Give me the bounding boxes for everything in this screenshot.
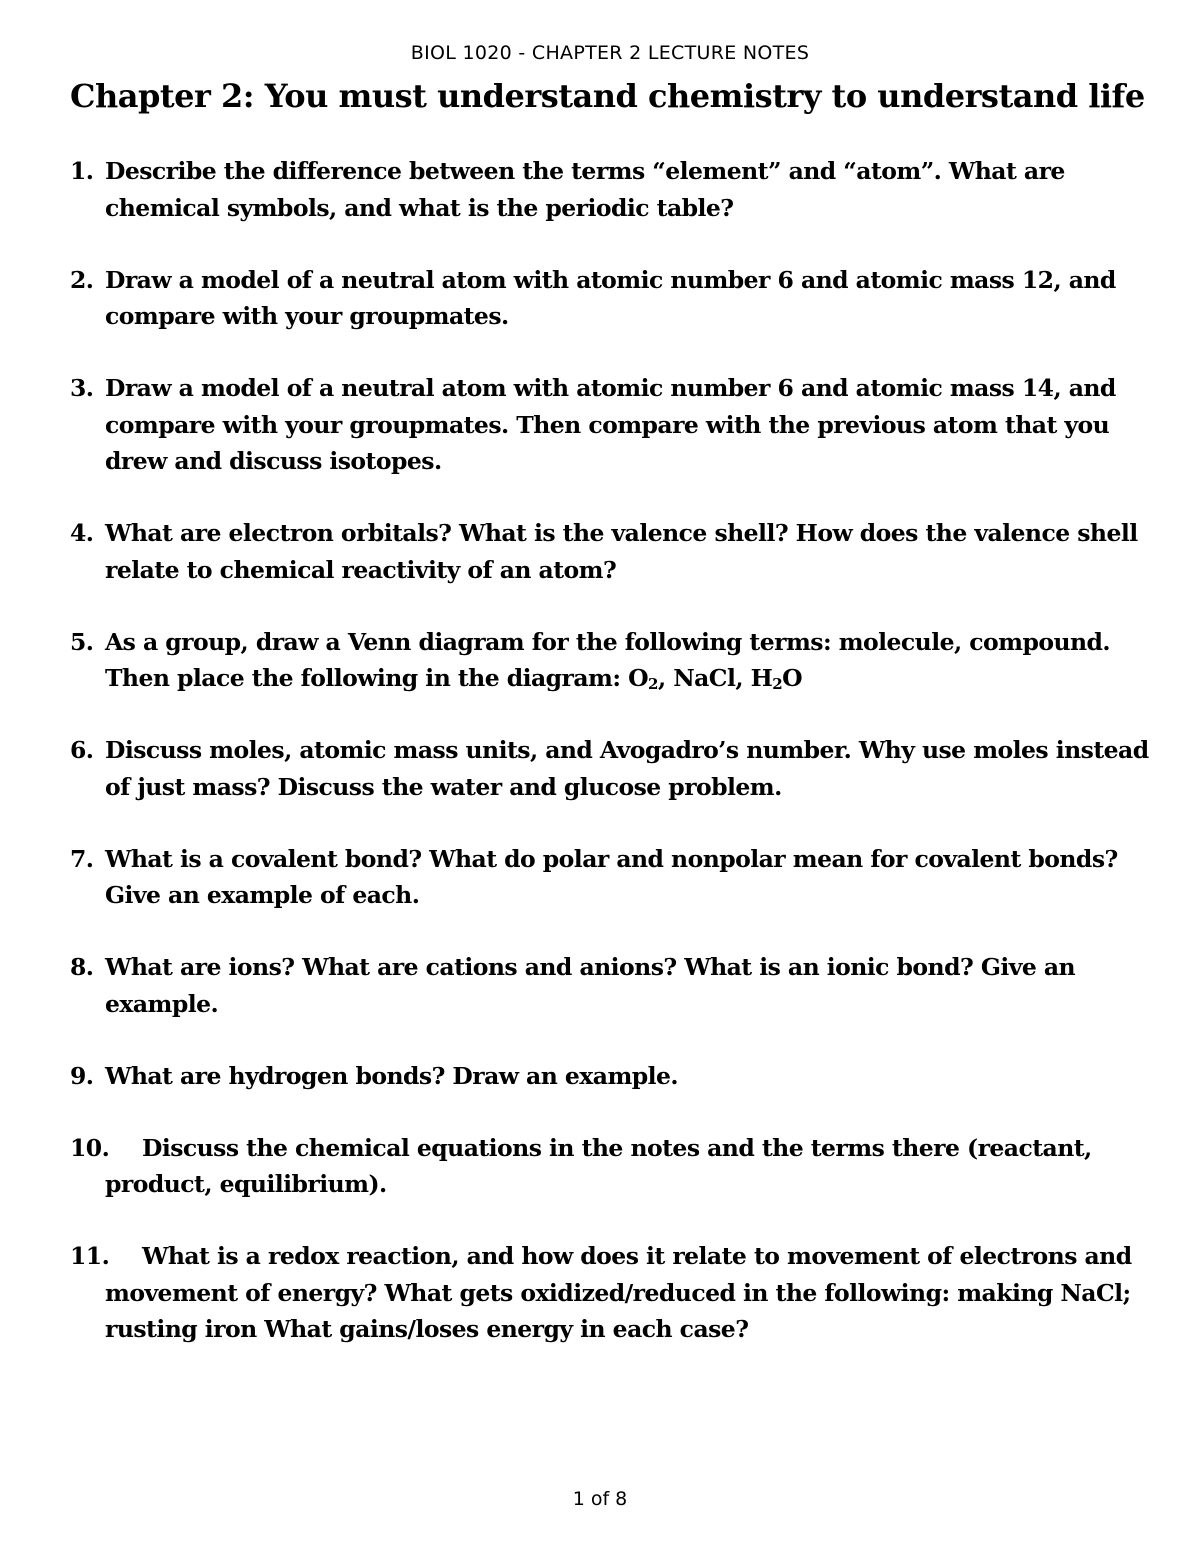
question-text: What are ions? What are cations and anions? What is an ionic bond? Give an example. xyxy=(105,953,1076,1018)
question-item xyxy=(70,732,1160,805)
page-title: Chapter 2: You must understand chemistry to understand life xyxy=(70,77,1145,115)
question-text-part: O xyxy=(782,664,803,692)
question-text: What are hydrogen bonds? Draw an example. xyxy=(105,1061,679,1090)
question-text: Discuss moles, atomic mass units, and Avogadro’s number. Why use moles instead of just mass? Discuss the water and glucose problem. xyxy=(105,736,1149,801)
question-number: 6. xyxy=(70,736,94,764)
question-item xyxy=(70,515,1160,588)
question-list xyxy=(70,153,1160,1383)
subscript: 2 xyxy=(772,675,783,693)
question-number: 11. xyxy=(70,1242,110,1270)
question-item xyxy=(70,370,1160,480)
question-text: What is a covalent bond? What do polar and nonpolar mean for covalent bonds? Give an example of each. xyxy=(105,844,1118,909)
question-number: 10. xyxy=(70,1133,110,1162)
question-number: 1. xyxy=(70,157,94,185)
question-text: What are electron orbitals? What is the valence shell? How does the valence shell relate to chemical reactivity of an atom? xyxy=(105,519,1138,584)
question-number: 8. xyxy=(70,953,94,981)
question-item xyxy=(70,153,1160,226)
question-item xyxy=(70,262,1160,335)
question-number: 3. xyxy=(70,374,94,402)
question-item xyxy=(70,624,1160,697)
page-header: BIOL 1020 - CHAPTER 2 LECTURE NOTES xyxy=(410,42,810,64)
question-item xyxy=(70,841,1160,914)
question-text-part: As a group, draw a Venn diagram for the following terms: molecule, compound. Then place the following in the diagram: O xyxy=(105,627,1111,692)
question-number: 4. xyxy=(70,519,94,547)
question-item xyxy=(70,1130,1160,1203)
question-text-part: , NaCl, H xyxy=(657,664,773,692)
question-text: Draw a model of a neutral atom with atomic number 6 and atomic mass 14, and compare with your groupmates. Then compare with the previous atom that you drew and discuss isotopes. xyxy=(105,374,1116,475)
question-text: Describe the difference between the terms “element” and “atom”. What are chemical symbols, and what is the periodic table? xyxy=(105,157,1065,222)
question-text xyxy=(105,628,1110,693)
subscript: 2 xyxy=(648,675,658,693)
page-number: 1 of 8 xyxy=(572,1488,628,1510)
question-text: Draw a model of a neutral atom with atomic number 6 and atomic mass 12, and compare with your groupmates. xyxy=(105,265,1116,330)
question-text: Discuss the chemical equations in the notes and the terms there (reactant, product, equilibrium). xyxy=(105,1133,1092,1198)
question-number: 2. xyxy=(70,265,94,294)
question-item xyxy=(70,1238,1160,1348)
question-number: 5. xyxy=(70,627,94,656)
question-number: 9. xyxy=(70,1061,94,1090)
question-item xyxy=(70,1058,1160,1095)
question-number: 7. xyxy=(70,844,94,873)
question-item xyxy=(70,949,1160,1022)
question-text: What is a redox reaction, and how does it relate to movement of electrons and movement of energy? What gets oxidized/reduced in the following: making NaCl; rusting iron What gains/loses energy in each case? xyxy=(105,1242,1132,1343)
